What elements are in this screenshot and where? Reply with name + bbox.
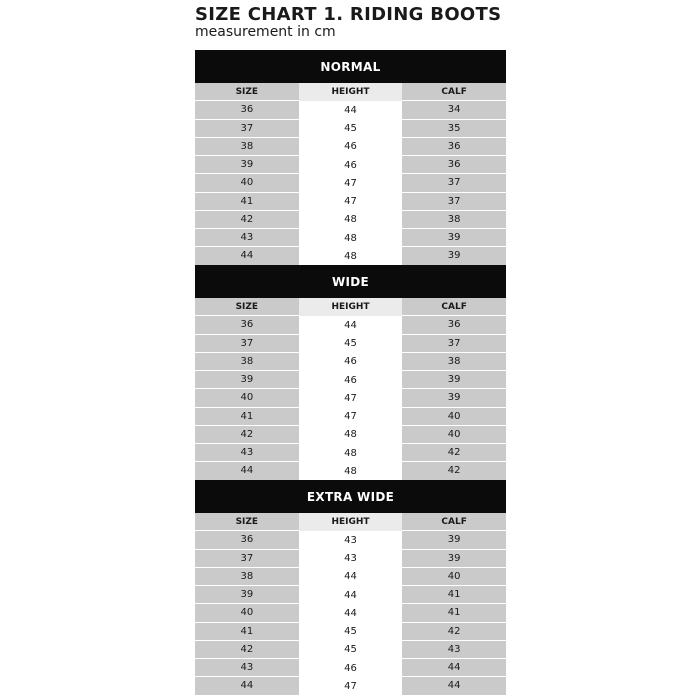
column-header-row (195, 298, 506, 316)
height-cell: 46 (299, 659, 403, 677)
height-cell: 48 (299, 426, 403, 444)
height-cell: 48 (299, 211, 403, 229)
table-row (195, 316, 506, 334)
calf-cell: 39 (402, 229, 506, 247)
section-header: WIDE (195, 265, 506, 298)
size-cell: 39 (195, 586, 299, 604)
table-row (195, 641, 506, 659)
calf-cell: 42 (402, 462, 506, 480)
height-cell: 44 (299, 604, 403, 622)
table-row (195, 444, 506, 462)
calf-cell: 37 (402, 335, 506, 353)
height-cell: 46 (299, 156, 403, 174)
table-row (195, 193, 506, 211)
table-row (195, 677, 506, 695)
height-cell: 44 (299, 586, 403, 604)
calf-cell: 38 (402, 211, 506, 229)
size-cell: 43 (195, 444, 299, 462)
column-header-calf: CALF (402, 513, 506, 531)
calf-cell: 39 (402, 389, 506, 407)
height-cell: 48 (299, 229, 403, 247)
table-row (195, 389, 506, 407)
table-row (195, 408, 506, 426)
size-cell: 44 (195, 247, 299, 265)
column-header-row (195, 83, 506, 101)
table-row (195, 426, 506, 444)
height-cell: 46 (299, 353, 403, 371)
table-row (195, 353, 506, 371)
calf-cell: 37 (402, 174, 506, 192)
column-header-size: SIZE (195, 83, 299, 101)
height-cell: 44 (299, 316, 403, 334)
size-cell: 39 (195, 371, 299, 389)
column-header-calf: CALF (402, 83, 506, 101)
size-cell: 42 (195, 211, 299, 229)
size-cell: 36 (195, 101, 299, 119)
calf-cell: 44 (402, 659, 506, 677)
calf-cell: 35 (402, 120, 506, 138)
column-header-row (195, 513, 506, 531)
height-cell: 43 (299, 550, 403, 568)
height-cell: 46 (299, 138, 403, 156)
size-cell: 41 (195, 408, 299, 426)
calf-cell: 40 (402, 568, 506, 586)
height-cell: 47 (299, 408, 403, 426)
calf-cell: 39 (402, 531, 506, 549)
calf-cell: 38 (402, 353, 506, 371)
table-row (195, 568, 506, 586)
calf-cell: 40 (402, 426, 506, 444)
calf-cell: 39 (402, 247, 506, 265)
page-subtitle: measurement in cm (195, 24, 336, 40)
calf-cell: 42 (402, 444, 506, 462)
table-row (195, 659, 506, 677)
size-cell: 40 (195, 389, 299, 407)
table-row (195, 604, 506, 622)
table-row (195, 462, 506, 480)
section-normal (195, 50, 506, 266)
size-cell: 40 (195, 604, 299, 622)
height-cell: 47 (299, 193, 403, 211)
size-cell: 38 (195, 353, 299, 371)
calf-cell: 40 (402, 408, 506, 426)
calf-cell: 36 (402, 138, 506, 156)
height-cell: 47 (299, 677, 403, 695)
column-header-height: HEIGHT (299, 298, 403, 316)
column-header-height: HEIGHT (299, 513, 403, 531)
size-cell: 37 (195, 120, 299, 138)
page-title: SIZE CHART 1. RIDING BOOTS (195, 4, 502, 25)
table-row (195, 247, 506, 265)
height-cell: 44 (299, 101, 403, 119)
table-row (195, 138, 506, 156)
size-cell: 43 (195, 229, 299, 247)
table-row (195, 335, 506, 353)
height-cell: 48 (299, 247, 403, 265)
table-row (195, 550, 506, 568)
height-cell: 45 (299, 623, 403, 641)
calf-cell: 39 (402, 371, 506, 389)
size-cell: 36 (195, 316, 299, 334)
table-row (195, 531, 506, 549)
size-cell: 44 (195, 462, 299, 480)
height-cell: 47 (299, 174, 403, 192)
column-header-size: SIZE (195, 298, 299, 316)
size-cell: 41 (195, 193, 299, 211)
height-cell: 48 (299, 444, 403, 462)
table-row (195, 586, 506, 604)
size-cell: 44 (195, 677, 299, 695)
table-row (195, 156, 506, 174)
table-row (195, 371, 506, 389)
calf-cell: 37 (402, 193, 506, 211)
height-cell: 44 (299, 568, 403, 586)
height-cell: 45 (299, 120, 403, 138)
size-cell: 43 (195, 659, 299, 677)
height-cell: 46 (299, 371, 403, 389)
calf-cell: 41 (402, 586, 506, 604)
calf-cell: 39 (402, 550, 506, 568)
column-header-calf: CALF (402, 298, 506, 316)
size-cell: 42 (195, 426, 299, 444)
calf-cell: 41 (402, 604, 506, 622)
table-row (195, 229, 506, 247)
height-cell: 47 (299, 389, 403, 407)
table-row (195, 211, 506, 229)
height-cell: 45 (299, 641, 403, 659)
size-cell: 40 (195, 174, 299, 192)
size-cell: 38 (195, 568, 299, 586)
size-cell: 38 (195, 138, 299, 156)
height-cell: 43 (299, 531, 403, 549)
size-cell: 37 (195, 335, 299, 353)
section-extra-wide (195, 480, 506, 696)
column-header-height: HEIGHT (299, 83, 403, 101)
size-cell: 42 (195, 641, 299, 659)
height-cell: 48 (299, 462, 403, 480)
size-cell: 41 (195, 623, 299, 641)
calf-cell: 44 (402, 677, 506, 695)
calf-cell: 43 (402, 641, 506, 659)
size-cell: 39 (195, 156, 299, 174)
table-row (195, 101, 506, 119)
section-header: NORMAL (195, 50, 506, 83)
height-cell: 45 (299, 335, 403, 353)
size-cell: 37 (195, 550, 299, 568)
calf-cell: 36 (402, 316, 506, 334)
section-wide (195, 265, 506, 481)
size-cell: 36 (195, 531, 299, 549)
calf-cell: 42 (402, 623, 506, 641)
calf-cell: 34 (402, 101, 506, 119)
calf-cell: 36 (402, 156, 506, 174)
table-row (195, 623, 506, 641)
section-header: EXTRA WIDE (195, 480, 506, 513)
table-row (195, 120, 506, 138)
column-header-size: SIZE (195, 513, 299, 531)
table-row (195, 174, 506, 192)
